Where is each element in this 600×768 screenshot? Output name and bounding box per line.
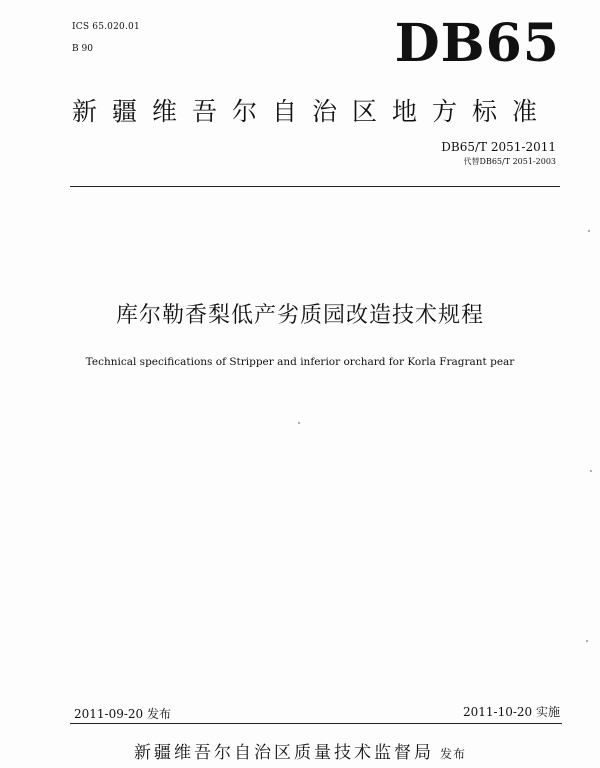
publisher-name: 新疆维吾尔自治区质量技术监督局 <box>133 743 434 763</box>
implement-date: 2011-10-20 实施 <box>462 705 560 719</box>
scan-speck <box>588 230 590 232</box>
issuer-title: 新疆维吾尔自治区地方标准 <box>72 97 553 126</box>
publisher-line <box>0 738 600 763</box>
scan-speck <box>590 470 592 472</box>
publish-date: 2011-09-20 发布 <box>74 707 172 721</box>
replaces-note: 代替DB65/T 2051-2003 <box>463 157 556 166</box>
document-title-chinese: 库尔勒香梨低产劣质园改造技术规程 <box>115 303 484 328</box>
scan-speck <box>586 640 588 642</box>
ics-code: ICS 65.020.01 <box>72 22 140 32</box>
ccs-code: B 90 <box>72 44 93 54</box>
footer-divider <box>70 723 562 724</box>
standard-logo: DB65 <box>394 13 560 74</box>
header-divider <box>70 186 560 187</box>
standard-number: DB65/T 2051-2011 <box>441 140 556 154</box>
publisher-suffix: 发布 <box>439 747 466 761</box>
document-title-english: Technical specifications of Stripper and inferior orchard for Korla Fragrant pear <box>85 356 515 368</box>
scan-speck <box>298 422 300 424</box>
